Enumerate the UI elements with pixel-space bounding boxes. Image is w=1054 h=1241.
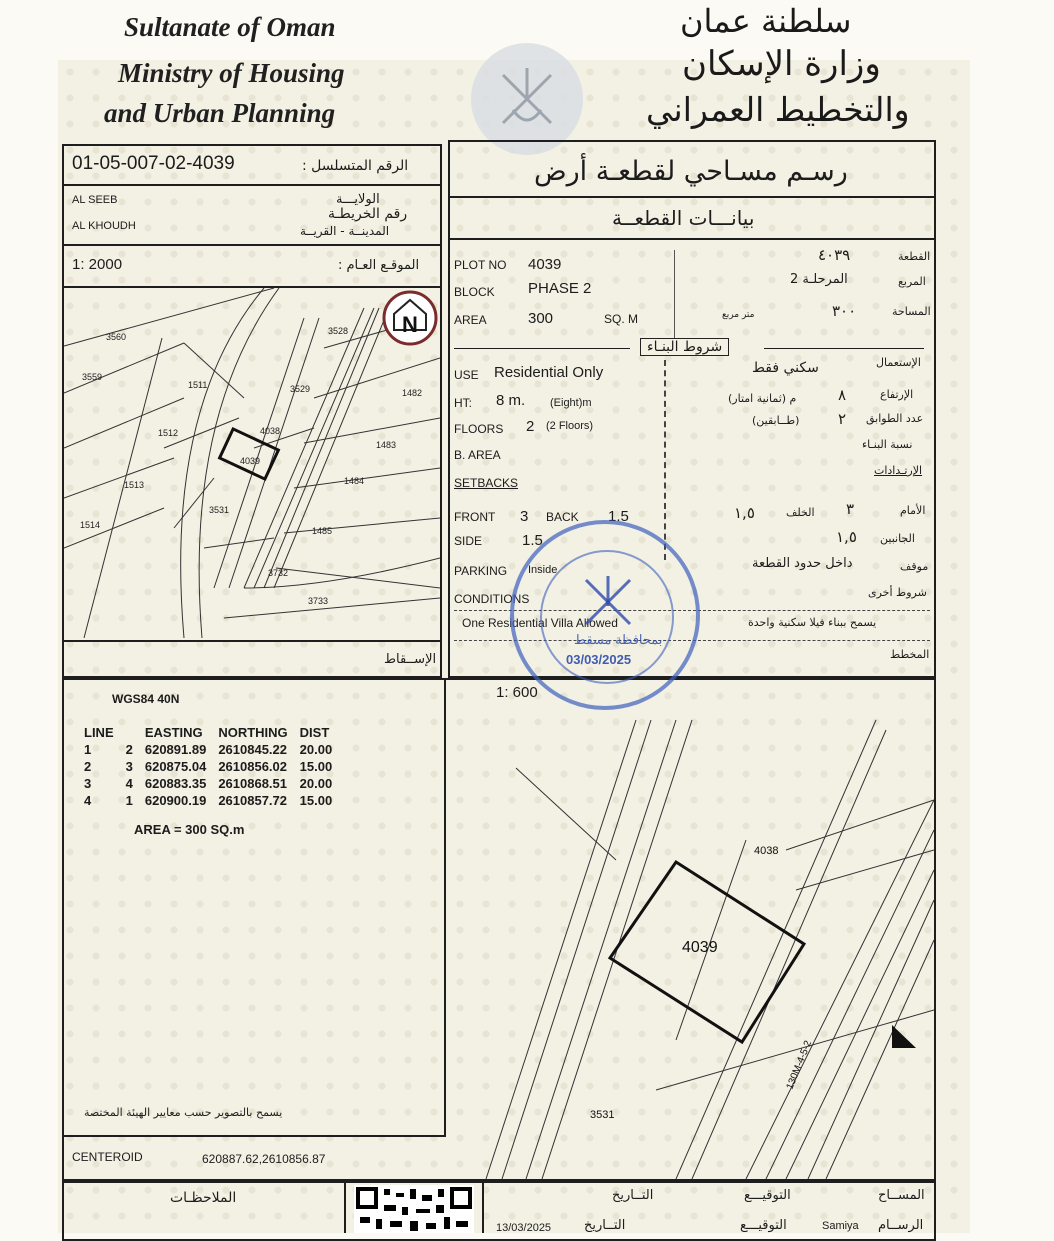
neighbor-label: 3531 bbox=[590, 1109, 615, 1121]
lot-label: 3560 bbox=[106, 332, 127, 342]
plot-label: 4039 bbox=[682, 939, 718, 956]
table-row: 3 4 620883.35 2610868.51 20.00 bbox=[84, 776, 333, 791]
ar-floors-label: عدد الطوابق bbox=[866, 412, 924, 425]
parking-value: Inside bbox=[528, 564, 558, 576]
area-summary: AREA = 300 SQ.m bbox=[134, 822, 245, 837]
ar-plot-label: القطعة bbox=[898, 250, 931, 263]
lot-label: 1513 bbox=[124, 480, 145, 490]
header-en-line2: Ministry of Housing bbox=[118, 58, 345, 88]
lot-label: 1484 bbox=[344, 476, 365, 486]
qr-code-icon bbox=[354, 1185, 474, 1233]
centroid-value: 620887.62,2610856.87 bbox=[202, 1152, 326, 1166]
remarks-label: الملاحظـات bbox=[170, 1190, 237, 1206]
building-area-label: B. AREA bbox=[454, 448, 501, 462]
ar-height-value: ٨ bbox=[838, 386, 847, 404]
back-value: 1.5 bbox=[608, 508, 629, 525]
ar-block-value: المرحلـة 2 bbox=[790, 272, 848, 287]
location-map bbox=[64, 288, 440, 638]
lot-label: 4038 bbox=[260, 426, 281, 436]
road-label: 130M-4-5-2 bbox=[784, 1039, 815, 1092]
area-value: 300 bbox=[528, 310, 554, 327]
copy-note: يسمح بالتصوير حسب معايير الهيئة المختصة bbox=[84, 1106, 283, 1119]
header-en-line1: Sultanate of Oman bbox=[124, 12, 336, 42]
ar-front-value: ٣ bbox=[846, 500, 855, 518]
plot-no-value: 4039 bbox=[528, 256, 562, 273]
ar-conditions-value: يسمح ببناء فيلا سكنية واحدة bbox=[748, 616, 877, 629]
lot-label: 3528 bbox=[328, 326, 349, 336]
ar-parking-label: موقف bbox=[900, 560, 929, 573]
height-value: 8 m. bbox=[496, 392, 526, 409]
lot-label: 3529 bbox=[290, 384, 311, 394]
ar-use-label: الإستعمال bbox=[876, 356, 921, 369]
side-value: 1.5 bbox=[522, 532, 543, 549]
ar-front-label: الأمام bbox=[900, 504, 926, 517]
lot-label: 1512 bbox=[158, 428, 179, 438]
coordinates-table bbox=[78, 724, 338, 809]
lot-label: 4039 bbox=[240, 456, 261, 466]
height-label: HT: bbox=[454, 396, 472, 410]
col-header: EASTING bbox=[144, 725, 203, 740]
datum-label: WGS84 40N bbox=[112, 692, 180, 706]
table-row: 1 2 620891.89 2610845.22 20.00 bbox=[84, 742, 333, 757]
side-label: SIDE bbox=[454, 534, 483, 548]
conditions-value: One Residential Villa Allowed bbox=[462, 616, 618, 630]
serial-number: 01-05-007-02-4039 bbox=[72, 153, 235, 174]
lot-label: 1482 bbox=[402, 388, 423, 398]
floors-words: (2 Floors) bbox=[546, 420, 594, 432]
ar-height-words: م (ثمانية امتار) bbox=[728, 392, 797, 405]
setbacks-label: SETBACKS bbox=[454, 476, 519, 490]
lot-label: 3733 bbox=[308, 596, 329, 606]
ar-back-value: ١,٥ bbox=[734, 504, 755, 522]
date-label: التــاريخ bbox=[612, 1188, 654, 1203]
surveyor-label: المســاح bbox=[878, 1188, 925, 1203]
stamp-city: بمحافظة مسقط bbox=[574, 632, 663, 647]
north-label: N bbox=[402, 312, 418, 337]
col-header: NORTHING bbox=[218, 725, 288, 740]
signature-label-2: التوقيـــع bbox=[740, 1218, 787, 1233]
drafted-date: 13/03/2025 bbox=[496, 1222, 552, 1234]
ar-block-label: المربع bbox=[898, 275, 926, 288]
block-label: BLOCK bbox=[454, 285, 495, 299]
lot-label: 1483 bbox=[376, 440, 397, 450]
header-en-line3: and Urban Planning bbox=[104, 98, 336, 128]
city-label: المدينــة - القريــة bbox=[300, 224, 390, 238]
area-label: AREA bbox=[454, 313, 487, 327]
lot-label: 3531 bbox=[209, 505, 230, 515]
lot-label: 1514 bbox=[80, 520, 101, 530]
lot-label: 3559 bbox=[82, 372, 103, 382]
ar-use-value: سكني فقط bbox=[752, 360, 819, 376]
stamp-date: 03/03/2025 bbox=[566, 652, 632, 667]
ar-area-label: المساحة bbox=[892, 305, 931, 318]
signature-label: التوقيـــع bbox=[744, 1188, 791, 1203]
ar-area-value: ٣٠٠ bbox=[832, 302, 857, 320]
front-value: 3 bbox=[520, 508, 529, 525]
location-label: الموقـع العـام : bbox=[338, 258, 420, 273]
col-header: DIST bbox=[299, 725, 330, 740]
building-conditions-heading: شروط البنـاء bbox=[640, 338, 729, 356]
plot-no-label: PLOT NO bbox=[454, 258, 507, 272]
plot-map bbox=[446, 680, 934, 1179]
col-header bbox=[120, 724, 139, 741]
road-marker-icon bbox=[892, 1025, 916, 1048]
serial-label: الرقم المتسلسل : bbox=[302, 158, 409, 174]
wilayat-value: AL SEEB bbox=[72, 194, 118, 206]
back-label: BACK bbox=[546, 510, 579, 524]
header-ar-line3: والتخطيط العمراني bbox=[646, 90, 910, 129]
ar-conditions-label: شروط أخرى bbox=[868, 586, 927, 599]
col-header: LINE bbox=[84, 725, 114, 740]
lot-label: 1485 bbox=[312, 526, 333, 536]
header-ar-line1: سلطنة عمان bbox=[680, 2, 852, 40]
floors-value: 2 bbox=[526, 418, 535, 435]
conditions-label: CONDITIONS bbox=[454, 592, 530, 606]
drafter-label: الرســام bbox=[878, 1218, 924, 1233]
height-words: (Eight)m bbox=[550, 397, 592, 409]
ar-building-area-label: نسبة البنـاء bbox=[862, 438, 913, 451]
document-title: رسـم مسـاحي لقطعـة أرض bbox=[534, 156, 848, 187]
ar-planner-label: المخطط bbox=[890, 648, 930, 661]
use-value: Residential Only bbox=[494, 364, 604, 381]
floors-label: FLOORS bbox=[454, 422, 504, 436]
neighbor-label: 4038 bbox=[754, 845, 779, 857]
lot-label: 3732 bbox=[268, 568, 289, 578]
ar-floors-value: ٢ bbox=[838, 410, 847, 428]
ar-side-label: الجانبين bbox=[880, 532, 915, 545]
table-row: 4 1 620900.19 2610857.72 15.00 bbox=[84, 793, 333, 808]
front-label: FRONT bbox=[454, 510, 496, 524]
ar-side-value: ١,٥ bbox=[836, 528, 857, 546]
ar-back-label: الخلف bbox=[786, 506, 815, 519]
ar-plot-value: ٤٠٣٩ bbox=[818, 246, 851, 264]
header-ar-line2: وزارة الإسكان bbox=[682, 44, 881, 84]
projection-label: الإســقاط bbox=[384, 652, 437, 667]
ar-height-label: الإرتفاع bbox=[880, 388, 914, 401]
plot-data-heading: بيانـــات القطعــة bbox=[612, 206, 755, 230]
wilayat-label: الولايـــة bbox=[336, 192, 380, 207]
ar-area-unit: متر مربع bbox=[722, 310, 755, 320]
city-value: AL KHOUDH bbox=[72, 220, 136, 232]
parking-label: PARKING bbox=[454, 564, 508, 578]
block-value: PHASE 2 bbox=[528, 280, 592, 297]
target-plot-marker bbox=[220, 429, 279, 479]
table-row: 2 3 620875.04 2610856.02 15.00 bbox=[84, 759, 333, 774]
ar-floors-words: (طــابقين) bbox=[752, 414, 800, 427]
location-scale: 1: 2000 bbox=[72, 256, 123, 273]
ar-setbacks-label: الإرتـدادات bbox=[874, 464, 923, 477]
use-label: USE bbox=[454, 368, 479, 382]
ar-parking-value: داخل حدود القطعة bbox=[752, 556, 853, 571]
plot-map-scale: 1: 600 bbox=[496, 684, 538, 701]
date-label-2: التــاريخ bbox=[584, 1218, 626, 1233]
area-unit: SQ. M bbox=[604, 312, 639, 326]
map-number-label: رقم الخريطـة bbox=[328, 206, 408, 222]
lot-label: 1511 bbox=[188, 380, 208, 390]
drafter-name: Samiya bbox=[822, 1220, 859, 1232]
stamp-emblem-icon bbox=[576, 570, 640, 630]
centroid-label: CENTEROID bbox=[72, 1150, 143, 1164]
